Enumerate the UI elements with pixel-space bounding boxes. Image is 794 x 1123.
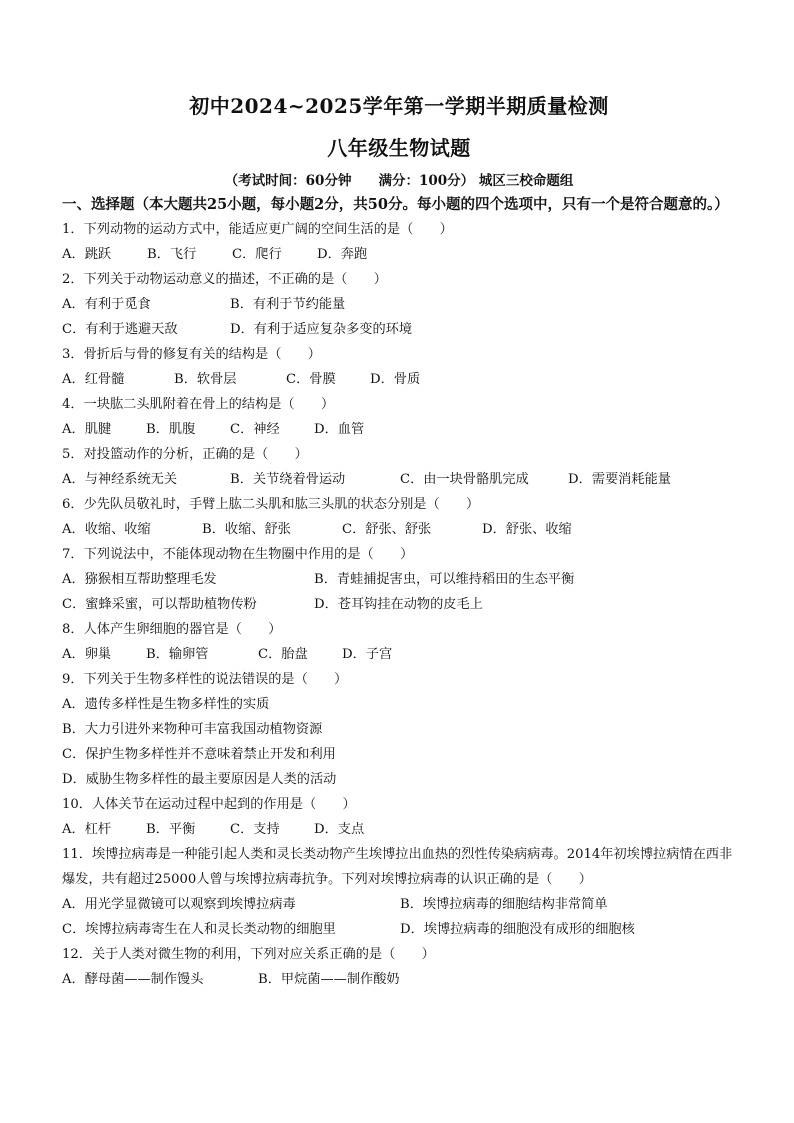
- option: D．埃博拉病毒的细胞没有成形的细胞核: [400, 922, 635, 937]
- option: B．平衡: [146, 822, 196, 837]
- question-stem: 5．对投篮动作的分析，正确的是（ ）: [62, 447, 308, 462]
- option: D．奔跑: [317, 247, 368, 262]
- option: B．甲烷菌——制作酸奶: [258, 972, 400, 987]
- option: A．肌腱: [62, 422, 112, 437]
- exam-subtitle: 八年级生物试题: [327, 136, 471, 160]
- section-instructions: 一、选择题（本大题共25小题，每小题2分，共50分。每小题的四个选项中，只有一个是符合题意的。）: [62, 196, 729, 213]
- question-stem: 12．关于人类对微生物的利用，下列对应关系正确的是（ ）: [62, 947, 435, 962]
- question-options: [62, 292, 736, 317]
- exam-info: （考试时间：60分钟 满分：100分） 城区三校命题组: [224, 173, 574, 189]
- option: D．威胁生物多样性的最主要原因是人类的活动: [62, 772, 337, 787]
- option: D．需要消耗能量: [568, 472, 671, 487]
- option: B．飞行: [147, 247, 197, 262]
- option: A．卵巢: [62, 647, 112, 662]
- question-options: [62, 642, 736, 667]
- option: B．软骨层: [174, 372, 237, 387]
- option: C．胎盘: [258, 647, 308, 662]
- question-options: [62, 892, 736, 917]
- option: C．舒张、舒张: [342, 522, 432, 537]
- question-stem: 8．人体产生卵细胞的器官是（ ）: [62, 622, 282, 637]
- question-stem: 10．人体关节在运动过程中起到的作用是（ ）: [62, 797, 356, 812]
- option: D．子宫: [342, 647, 393, 662]
- question-stem: 6．少先队员敬礼时，手臂上肱二头肌和肱三头肌的状态分别是（ ）: [62, 497, 480, 512]
- question-options: [62, 567, 736, 592]
- question-stem: 3．骨折后与骨的修复有关的结构是（ ）: [62, 347, 321, 362]
- question-options: [62, 817, 736, 842]
- option: B．有利于节约能量: [230, 297, 346, 312]
- option: A．酵母菌——制作馒头: [62, 972, 204, 987]
- option: A．用光学显微镜可以观察到埃博拉病毒: [62, 897, 296, 912]
- question-stem: 1．下列动物的运动方式中，能适应更广阔的空间生活的是（ ）: [62, 222, 453, 237]
- option: A．收缩、收缩: [62, 522, 151, 537]
- question-stem: 9．下列关于生物多样性的说法错误的是（ ）: [62, 672, 348, 687]
- option: A．遗传多样性是生物多样性的实质: [62, 697, 270, 712]
- option: A．与神经系统无关: [62, 472, 178, 487]
- exam-title: 初中2024~2025学年第一学期半期质量检测: [189, 94, 609, 118]
- question-options: [62, 417, 736, 442]
- option: A．跳跃: [62, 247, 112, 262]
- option: A．猕猴相互帮助整理毛发: [62, 572, 217, 587]
- question-options: [62, 242, 736, 267]
- question-stem: 11．埃博拉病毒是一种能引起人类和灵长类动物产生埃博拉出血热的烈性传染病病毒。2014年初埃博拉病情在西非爆发，共有超过25000人曾与埃博拉病毒抗争。下列对埃博拉病毒的认识正确的是（ ）: [62, 847, 733, 887]
- question-options: [62, 967, 736, 992]
- option: D．舒张、收缩: [482, 522, 572, 537]
- option: B．大力引进外来物种可丰富我国动植物资源: [62, 722, 323, 737]
- option: D．血管: [314, 422, 365, 437]
- option: C．神经: [230, 422, 280, 437]
- question-options: [62, 917, 736, 942]
- option: C．蜜蜂采蜜，可以帮助植物传粉: [62, 597, 257, 612]
- option: C．爬行: [232, 247, 282, 262]
- question-stem: 4．一块肱二头肌附着在骨上的结构是（ ）: [62, 397, 335, 412]
- question-options: [62, 517, 736, 542]
- option: D．骨质: [370, 372, 421, 387]
- option: B．埃博拉病毒的细胞结构非常简单: [400, 897, 608, 912]
- option: D．苍耳钩挂在动物的皮毛上: [314, 597, 483, 612]
- option: C．由一块骨骼肌完成: [400, 472, 529, 487]
- question-stem: 2．下列关于动物运动意义的描述，不正确的是（ ）: [62, 272, 387, 287]
- question-stem: 7．下列说法中，不能体现动物在生物圈中作用的是（ ）: [62, 547, 414, 562]
- option: A．有利于觅食: [62, 297, 151, 312]
- option: B．收缩、舒张: [202, 522, 291, 537]
- question-options: [62, 592, 736, 617]
- question-options: [62, 367, 736, 392]
- option: C．埃博拉病毒寄生在人和灵长类动物的细胞里: [62, 922, 336, 937]
- option: B．青蛙捕捉害虫，可以维持稻田的生态平衡: [314, 572, 575, 587]
- option: C．保护生物多样性并不意味着禁止开发和利用: [62, 747, 336, 762]
- question-options: [62, 467, 736, 492]
- option: B．肌腹: [146, 422, 196, 437]
- option: B．输卵管: [146, 647, 209, 662]
- option: B．关节绕着骨运动: [230, 472, 346, 487]
- question-options: [62, 317, 736, 342]
- option: D．有利于适应复杂多变的环境: [230, 322, 413, 337]
- option: D．支点: [314, 822, 365, 837]
- option: A．红骨髓: [62, 372, 125, 387]
- option: C．支持: [230, 822, 280, 837]
- option: C．有利于逃避天敌: [62, 322, 178, 337]
- option: A．杠杆: [62, 822, 112, 837]
- option: C．骨膜: [286, 372, 336, 387]
